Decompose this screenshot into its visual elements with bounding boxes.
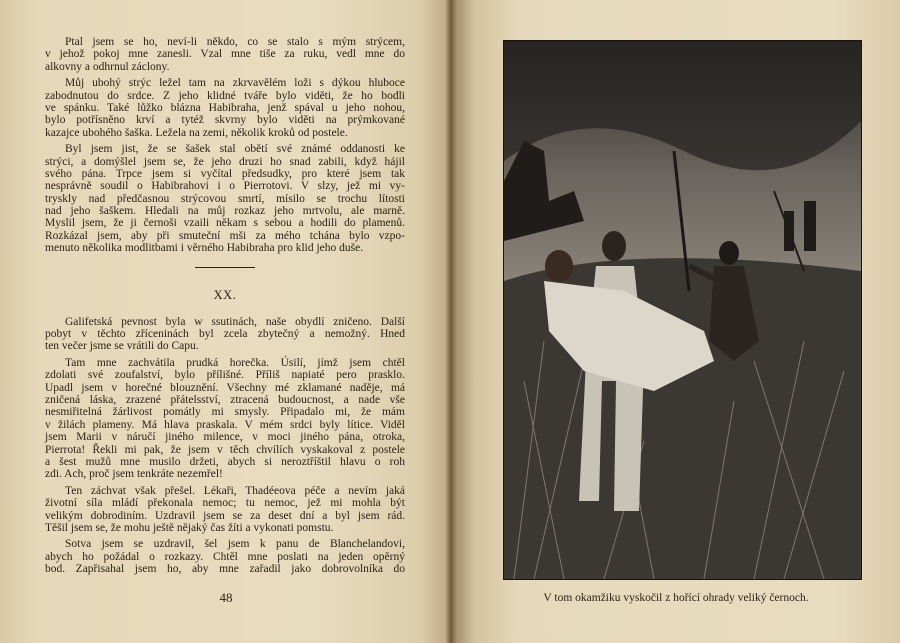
- text-line: Rozkázal jsem, aby při smuteční mši za mého tchána bylo vzpo-: [45, 229, 405, 242]
- paragraph: [45, 316, 405, 353]
- text-line: Myslil jsem, že ji černoši vzaili někam s sebou a hodili do plamenů.: [45, 217, 405, 230]
- text-line: Tam mne zachvátila prudká horečka. Úsilí, jímž jsem chtěl: [65, 356, 405, 369]
- text-line: ve spánku. Také lůžko blázna Habibraha, jenž spával u jeho nohou,: [45, 101, 405, 114]
- paragraph: [45, 485, 405, 535]
- illustration: [503, 40, 862, 580]
- text-line: kazajce ubohého šaška. Ležela na zemi, několik kroků od postele.: [45, 126, 348, 139]
- paragraphs-before-chapter: [45, 36, 405, 255]
- text-line: v žilách plameny. Má hlava praskala. V mém srdci byly lítice. Viděl: [45, 418, 405, 431]
- section-divider: [195, 267, 255, 268]
- text-line: zdi. Ach, proč jsem tenkráte nezemřel!: [45, 468, 223, 481]
- text-line: Můj ubohý strýc ležel tam na zkrvavělém loži s dýkou hluboce: [65, 77, 405, 90]
- text-line: nad jeho šaškem. Hledali na můj rozkaz jeho mrtvolu, ale marně.: [45, 205, 405, 218]
- text-line: alkovny a odhrnul záclony.: [45, 60, 170, 73]
- paragraphs-chapter-xx: [45, 316, 405, 576]
- text-line: v jehož pokoj mne zanesli. Vzal mne tiše za ruku, vedl mne do: [45, 48, 405, 61]
- paragraph: [45, 538, 405, 575]
- text-line: strýci, a domýšlel jsem se, že jeho druzi ho snad zabili, když hájil: [45, 155, 405, 168]
- text-line: Ten záchvat však přešel. Lékaři, Thadéeova péče a nevím jaká: [65, 484, 405, 497]
- text-line: a šest mužů mne musilo držeti, abych si neroztříštil hlavu o roh: [45, 455, 405, 468]
- text-line: ten večer jsme se vrátili do Capu.: [45, 340, 199, 353]
- text-line: nesprávně soudil o Habibrahovi i o Pierrotovi. V slzy, jež mi vy-: [45, 180, 405, 193]
- text-line: Upadl jsem v horečné blouznění. Všechny mé zklamané naděje, má: [45, 381, 405, 394]
- paragraph: [45, 77, 405, 139]
- paragraph: [45, 357, 405, 481]
- illustration-caption: V tom okamžiku vyskočil z hořící ohrady veliký černoch.: [543, 592, 809, 604]
- text-line: pobyt v těchto zříceninách byl zcela zbytečný a nemožný. Hned: [45, 328, 405, 341]
- page-number: 48: [219, 590, 233, 605]
- body-text: [45, 36, 405, 579]
- text-line: životní síla mládí překonala nemoc; tu nemoc, jež mi mohla být: [45, 497, 405, 510]
- text-line: Těšil jsem se, že mohu ještě nějaký čas žíti a vykonati pomstu.: [45, 521, 334, 534]
- text-line: velikým dobrodiním. Uzdravil jsem se za deset dní a byl jsem rád.: [45, 509, 405, 522]
- illustration-drawing: [504, 41, 861, 579]
- text-line: Byl jsem jist, že se šašek stal obětí své známé oddanosti ke: [65, 143, 405, 156]
- text-line: abych ho požádal o rozkazy. Chtěl mne poslati na jeden opěrný: [45, 550, 405, 563]
- paragraph: [45, 36, 405, 73]
- book-gutter: [446, 0, 456, 643]
- text-line: bylo potřísněno krví a tytéž skvrny bylo viděti na prýmkované: [45, 114, 405, 127]
- text-line: bod. Zapřisahal jsem ho, aby mne zařadil jako dobrovolníka do: [45, 563, 405, 576]
- text-line: nesmiřitelná žárlivost pomátly mi smysly. Připadalo mi, že mám: [45, 406, 405, 419]
- text-line: menuto několika modlitbami i věrného Habibraha pro klid jeho duše.: [45, 242, 364, 255]
- paragraph: [45, 143, 405, 255]
- text-line: Pierrota! Řekli mi pak, že jsem v těch chvílích vyskakoval z postele: [45, 443, 405, 456]
- right-page: [452, 0, 900, 643]
- text-line: tryskly nad předčasnou strýcovou smrtí, mísilo se trochu lítosti: [45, 192, 405, 205]
- text-line: Sotva jsem se uzdravil, šel jsem k panu de Blanchelandovi,: [65, 538, 405, 551]
- text-line: zničená láska, zrazené přátelsství, ztracená budoucnost, a nade vše: [45, 393, 405, 406]
- chapter-heading: XX.: [213, 287, 237, 302]
- text-line: jsem Marii v náručí jiného milence, v moci jiného pána, otroka,: [45, 431, 405, 444]
- text-line: zabodnutou do srdce. Z jeho klidné tváře bylo viděti, že ho bodli: [45, 89, 405, 102]
- text-line: Galifetská pevnost byla w ssutinách, naše obydlí zničeno. Další: [65, 315, 405, 328]
- text-line: Ptal jsem se ho, neví-li někdo, co se stalo s mým strýcem,: [65, 36, 405, 48]
- text-line: zdolati své zoufalství, bylo přílišné. Příliš napiaté pero prasklo.: [45, 369, 405, 382]
- text-line: svého pána. Trpce jsem si vyčítal předsudky, pro které jsem tak: [45, 167, 405, 180]
